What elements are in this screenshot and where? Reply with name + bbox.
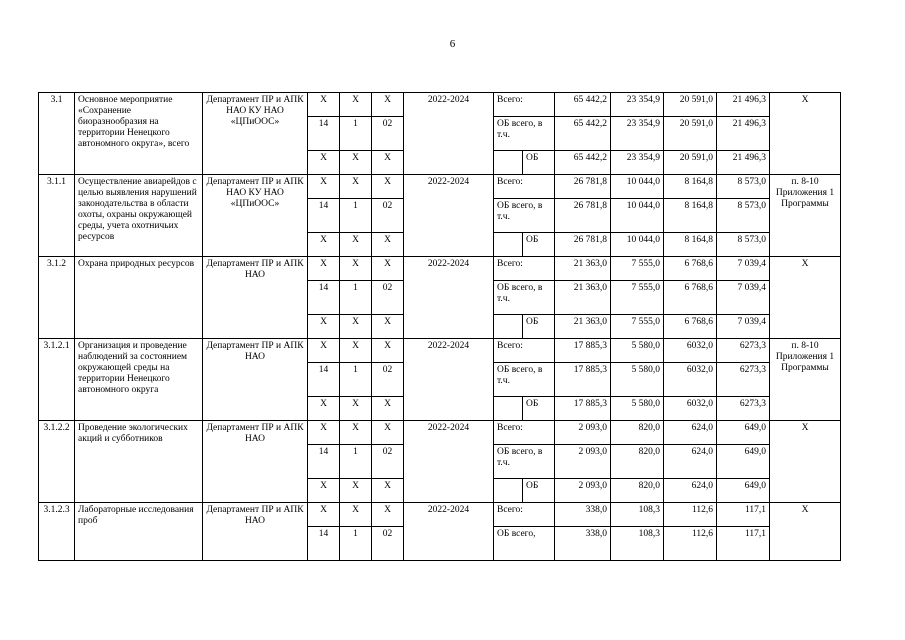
amount-cell: 17 885,3: [555, 363, 611, 397]
code-cell: 02: [372, 445, 404, 479]
code-cell: X: [372, 175, 404, 199]
code-cell: X: [340, 339, 372, 363]
amount-cell: 8 164,8: [664, 175, 717, 199]
amount-cell: 10 044,0: [611, 175, 664, 199]
code-cell: X: [340, 421, 372, 445]
amount-cell: 8 164,8: [664, 233, 717, 257]
table-row: [39, 339, 841, 363]
funding-ob-label: ОБ: [523, 397, 555, 421]
item-number: 3.1.2.1: [39, 339, 75, 421]
code-cell: X: [372, 397, 404, 421]
amount-cell: 17 885,3: [555, 397, 611, 421]
amount-cell: 5 580,0: [611, 363, 664, 397]
item-note: X: [770, 93, 841, 175]
amount-cell: 112,6: [664, 527, 717, 561]
funding-ob-label: ОБ: [523, 233, 555, 257]
item-executor: Департамент ПР и АПК НАО: [203, 421, 308, 503]
table-row: [39, 421, 841, 445]
code-cell: X: [372, 233, 404, 257]
item-executor: Департамент ПР и АПК НАО: [203, 257, 308, 339]
amount-cell: 8 573,0: [717, 175, 770, 199]
code-cell: X: [308, 233, 340, 257]
code-cell: X: [308, 339, 340, 363]
code-cell: X: [308, 503, 340, 527]
funding-ob-label: ОБ: [523, 151, 555, 175]
code-cell: X: [372, 151, 404, 175]
item-executor: Департамент ПР и АПК НАО: [203, 339, 308, 421]
code-cell: X: [372, 93, 404, 117]
amount-cell: 6 768,6: [664, 257, 717, 281]
item-number: 3.1.2.2: [39, 421, 75, 503]
code-cell: X: [308, 421, 340, 445]
item-description: Осуществление авиарейдов с целью выявления нарушений законодательства в области охоты, охраны окружающей среды, учета охотничьих ресурсов: [75, 175, 203, 257]
amount-cell: 21 363,0: [555, 281, 611, 315]
code-cell: X: [372, 421, 404, 445]
amount-cell: 7 039,4: [717, 257, 770, 281]
amount-cell: 21 363,0: [555, 315, 611, 339]
amount-cell: 2 093,0: [555, 445, 611, 479]
code-cell: X: [372, 257, 404, 281]
funding-total-label: Всего:: [494, 93, 555, 117]
code-cell: X: [308, 479, 340, 503]
code-cell: 14: [308, 281, 340, 315]
code-cell: 02: [372, 363, 404, 397]
code-cell: X: [340, 233, 372, 257]
item-description: Основное мероприятие «Сохранение биоразнообразия на территории Ненецкого автономного округа», всего: [75, 93, 203, 175]
item-executor: Департамент ПР и АПК НАО: [203, 503, 308, 561]
item-period: 2022-2024: [404, 175, 494, 257]
funding-ob-total-label: ОБ всего,: [494, 527, 555, 561]
amount-cell: 338,0: [555, 527, 611, 561]
amount-cell: 820,0: [611, 421, 664, 445]
item-number: 3.1.1: [39, 175, 75, 257]
amount-cell: 26 781,8: [555, 199, 611, 233]
code-cell: 02: [372, 527, 404, 561]
amount-cell: 23 354,9: [611, 93, 664, 117]
amount-cell: 10 044,0: [611, 233, 664, 257]
amount-cell: 8 573,0: [717, 233, 770, 257]
item-executor: Департамент ПР и АПК НАО КУ НАО «ЦПиООС»: [203, 175, 308, 257]
code-cell: 14: [308, 445, 340, 479]
amount-cell: 23 354,9: [611, 151, 664, 175]
funding-ob-total-label: ОБ всего, в т.ч.: [494, 445, 555, 479]
code-cell: 1: [340, 363, 372, 397]
code-cell: 14: [308, 199, 340, 233]
amount-cell: 624,0: [664, 479, 717, 503]
item-executor: Департамент ПР и АПК НАО КУ НАО «ЦПиООС»: [203, 93, 308, 175]
item-description: Организация и проведение наблюдений за состоянием окружающей среды на территории Ненецкого автономного округа: [75, 339, 203, 421]
amount-cell: 21 496,3: [717, 151, 770, 175]
code-cell: X: [308, 257, 340, 281]
amount-cell: 26 781,8: [555, 233, 611, 257]
funding-total-label: Всего:: [494, 421, 555, 445]
item-note: X: [770, 257, 841, 339]
amount-cell: 26 781,8: [555, 175, 611, 199]
amount-cell: 624,0: [664, 421, 717, 445]
amount-cell: 5 580,0: [611, 339, 664, 363]
amount-cell: 5 580,0: [611, 397, 664, 421]
code-cell: 1: [340, 199, 372, 233]
funding-ob-label: ОБ: [523, 479, 555, 503]
funding-ob-total-label: ОБ всего, в т.ч.: [494, 199, 555, 233]
page-number: 6: [449, 38, 456, 50]
code-cell: X: [340, 479, 372, 503]
amount-cell: 624,0: [664, 445, 717, 479]
code-cell: 02: [372, 281, 404, 315]
amount-cell: 8 164,8: [664, 199, 717, 233]
funding-total-label: Всего:: [494, 339, 555, 363]
amount-cell: 2 093,0: [555, 421, 611, 445]
funding-total-label: Всего:: [494, 175, 555, 199]
funding-spacer: [494, 479, 523, 503]
amount-cell: 6 768,6: [664, 281, 717, 315]
table-row: [39, 93, 841, 117]
amount-cell: 10 044,0: [611, 199, 664, 233]
funding-ob-total-label: ОБ всего, в т.ч.: [494, 281, 555, 315]
code-cell: 14: [308, 363, 340, 397]
amount-cell: 8 573,0: [717, 199, 770, 233]
amount-cell: 112,6: [664, 503, 717, 527]
funding-spacer: [494, 397, 523, 421]
amount-cell: 6032,0: [664, 339, 717, 363]
code-cell: X: [340, 151, 372, 175]
funding-spacer: [494, 233, 523, 257]
amount-cell: 649,0: [717, 445, 770, 479]
code-cell: X: [308, 397, 340, 421]
code-cell: X: [340, 257, 372, 281]
code-cell: X: [340, 175, 372, 199]
funding-spacer: [494, 315, 523, 339]
table-row: [39, 503, 841, 527]
amount-cell: 6032,0: [664, 363, 717, 397]
item-description: Охрана природных ресурсов: [75, 257, 203, 339]
amount-cell: 6273,3: [717, 363, 770, 397]
code-cell: X: [308, 175, 340, 199]
item-note: X: [770, 503, 841, 561]
item-note: X: [770, 421, 841, 503]
amount-cell: 649,0: [717, 479, 770, 503]
item-period: 2022-2024: [404, 339, 494, 421]
code-cell: 02: [372, 199, 404, 233]
code-cell: 1: [340, 281, 372, 315]
code-cell: X: [372, 315, 404, 339]
amount-cell: 21 363,0: [555, 257, 611, 281]
amount-cell: 20 591,0: [664, 151, 717, 175]
amount-cell: 820,0: [611, 445, 664, 479]
budget-table: [38, 92, 841, 561]
item-period: 2022-2024: [404, 503, 494, 561]
code-cell: 14: [308, 117, 340, 151]
amount-cell: 20 591,0: [664, 93, 717, 117]
amount-cell: 649,0: [717, 421, 770, 445]
code-cell: 1: [340, 527, 372, 561]
item-note: п. 8-10 Приложения 1 Программы: [770, 175, 841, 257]
amount-cell: 117,1: [717, 503, 770, 527]
amount-cell: 21 496,3: [717, 117, 770, 151]
amount-cell: 7 039,4: [717, 315, 770, 339]
amount-cell: 6273,3: [717, 397, 770, 421]
item-number: 3.1.2.3: [39, 503, 75, 561]
code-cell: X: [308, 151, 340, 175]
table-row: [39, 257, 841, 281]
code-cell: X: [372, 503, 404, 527]
amount-cell: 7 555,0: [611, 315, 664, 339]
funding-total-label: Всего:: [494, 503, 555, 527]
amount-cell: 6273,3: [717, 339, 770, 363]
item-number: 3.1: [39, 93, 75, 175]
code-cell: X: [372, 479, 404, 503]
amount-cell: 17 885,3: [555, 339, 611, 363]
code-cell: 1: [340, 117, 372, 151]
amount-cell: 65 442,2: [555, 93, 611, 117]
amount-cell: 2 093,0: [555, 479, 611, 503]
amount-cell: 338,0: [555, 503, 611, 527]
amount-cell: 21 496,3: [717, 93, 770, 117]
amount-cell: 6032,0: [664, 397, 717, 421]
code-cell: 1: [340, 445, 372, 479]
item-number: 3.1.2: [39, 257, 75, 339]
amount-cell: 7 039,4: [717, 281, 770, 315]
code-cell: 14: [308, 527, 340, 561]
code-cell: X: [340, 397, 372, 421]
amount-cell: 820,0: [611, 479, 664, 503]
amount-cell: 65 442,2: [555, 117, 611, 151]
funding-ob-total-label: ОБ всего, в т.ч.: [494, 117, 555, 151]
item-period: 2022-2024: [404, 257, 494, 339]
code-cell: X: [308, 93, 340, 117]
code-cell: X: [340, 503, 372, 527]
code-cell: X: [340, 315, 372, 339]
item-note: п. 8-10 Приложения 1 Программы: [770, 339, 841, 421]
funding-ob-total-label: ОБ всего, в т.ч.: [494, 363, 555, 397]
funding-total-label: Всего:: [494, 257, 555, 281]
amount-cell: 108,3: [611, 503, 664, 527]
amount-cell: 7 555,0: [611, 281, 664, 315]
item-description: Проведение экологических акций и субботников: [75, 421, 203, 503]
amount-cell: 20 591,0: [664, 117, 717, 151]
amount-cell: 65 442,2: [555, 151, 611, 175]
table-row: [39, 175, 841, 199]
code-cell: X: [308, 315, 340, 339]
code-cell: X: [372, 339, 404, 363]
item-period: 2022-2024: [404, 93, 494, 175]
item-description: Лабораторные исследования проб: [75, 503, 203, 561]
amount-cell: 108,3: [611, 527, 664, 561]
item-period: 2022-2024: [404, 421, 494, 503]
funding-ob-label: ОБ: [523, 315, 555, 339]
amount-cell: 117,1: [717, 527, 770, 561]
amount-cell: 7 555,0: [611, 257, 664, 281]
amount-cell: 6 768,6: [664, 315, 717, 339]
funding-spacer: [494, 151, 523, 175]
amount-cell: 23 354,9: [611, 117, 664, 151]
code-cell: X: [340, 93, 372, 117]
code-cell: 02: [372, 117, 404, 151]
